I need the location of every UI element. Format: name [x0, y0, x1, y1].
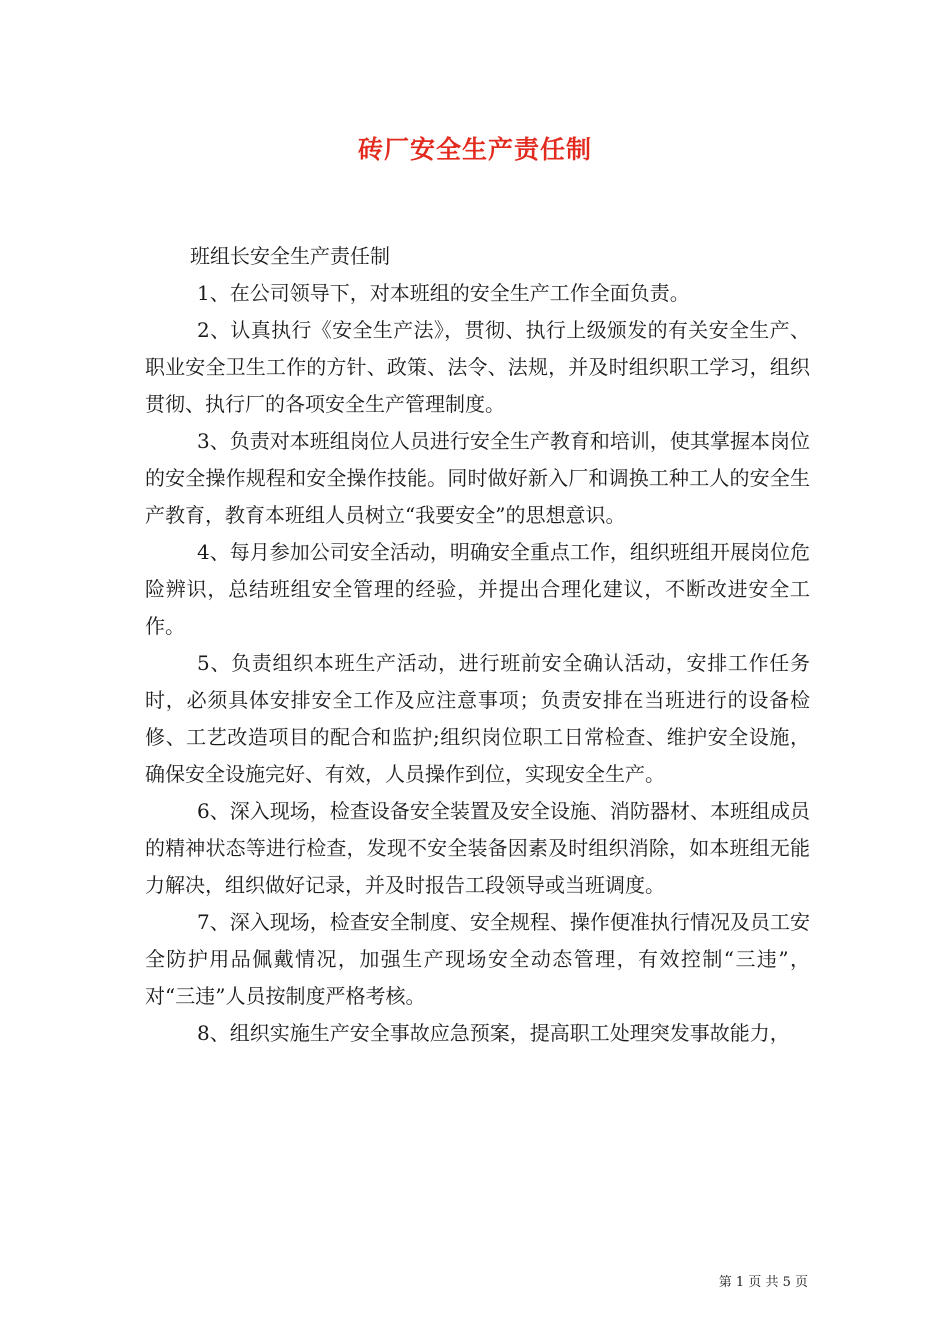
- paragraph-3: 3、负责对本班组岗位人员进行安全生产教育和培训，使其掌握本岗位的安全操作规程和安全操作技能。同时做好新入厂和调换工种工人的安全生产教育，教育本班组人员树立“我要安全”的思想意识。: [145, 429, 810, 527]
- paragraph-2: 2、认真执行《安全生产法》，贯彻、执行上级颁发的有关安全生产、职业安全卫生工作的方针、政策、法令、法规，并及时组织职工学习，组织贯彻、执行厂的各项安全生产管理制度。: [145, 318, 810, 416]
- paragraph-8: 8、组织实施生产安全事故应急预案，提高职工处理突发事故能力，: [197, 1021, 790, 1045]
- page-number: 第 1 页 共 5 页: [718, 1275, 808, 1290]
- paragraph-4: 4、每月参加公司安全活动，明确安全重点工作，组织班组开展岗位危险辨识，总结班组安全管理的经验，并提出合理化建议，不断改进安全工作。: [145, 540, 810, 638]
- document-body: [145, 238, 810, 1052]
- section-heading: 班组长安全生产责任制: [190, 244, 390, 268]
- paragraph-6: 6、深入现场，检查设备安全装置及安全设施、消防器材、本班组成员的精神状态等进行检查，发现不安全装备因素及时组织消除，如本班组无能力解决，组织做好记录，并及时报告工段领导或当班调度。: [145, 799, 810, 897]
- document-title: 砖厂安全生产责任制: [357, 135, 592, 164]
- paragraph-5: 5、负责组织本班生产活动，进行班前安全确认活动，安排工作任务时，必须具体安排安全工作及应注意事项；负责安排在当班进行的设备检修、工艺改造项目的配合和监护;组织岗位职工日常检查、维护安全设施，确保安全设施完好、有效，人员操作到位，实现安全生产。: [145, 651, 810, 786]
- paragraph-1: 1、在公司领导下，对本班组的安全生产工作全面负责。: [197, 281, 690, 305]
- paragraph-7: 7、深入现场，检查安全制度、安全规程、操作便准执行情况及员工安全防护用品佩戴情况，加强生产现场安全动态管理，有效控制“三违”，对“三违”人员按制度严格考核。: [145, 910, 810, 1008]
